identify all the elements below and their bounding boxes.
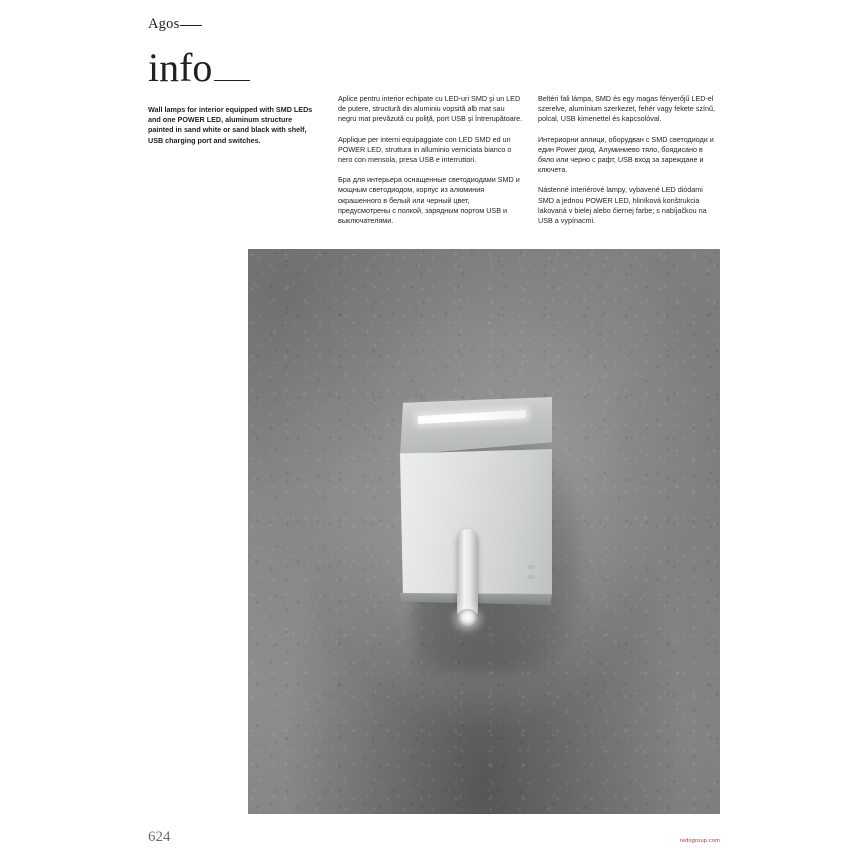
paragraph: Wall lamps for interior equipped with SMD LEDs and one POWER LED, aluminum structure painted in sand white or sand black with shelf, USB charging port and switches. — [148, 105, 313, 145]
paragraph: Aplice pentru interior echipate cu LED-uri SMD şi un LED de putere, structură din aluminiu vopsită alb mat sau negru mat prevăzută cu poliţă, port USB şi întrerupătoare. — [338, 94, 523, 124]
description-column-middle — [338, 94, 523, 226]
footer-url: redogroup.com — [679, 838, 720, 844]
product-photo — [248, 249, 720, 814]
brand-header — [148, 16, 202, 33]
page-title-text: info — [148, 45, 213, 90]
brand-name: Agos — [148, 16, 180, 32]
description-column-right — [538, 94, 718, 226]
switch-lower — [528, 575, 535, 579]
page-title — [148, 45, 250, 90]
power-led-lens — [457, 609, 478, 627]
paragraph: Интериорни аплици, оборудван с SMD светодиоди и един Power диод. Алуминиево тяло, боядисано в бяло или черно с рафт, USB вход за зареждане и ключета. — [538, 134, 714, 175]
brand-rule — [180, 25, 202, 26]
reading-light-tube — [457, 529, 478, 621]
paragraph: Beltéri fali lámpa, SMD és egy magas fényerőjű LED-el szerelve, alumínium szerkezet, fehér vagy fekete színű, polcal, USB kimenettel és kapcsolóval. — [538, 94, 715, 124]
switch-upper — [528, 565, 535, 569]
paragraph: Бра для интерьера оснащенные светодиодами SMD и мощным светодиодом, корпус из алюминия окрашенного в белый или черный цвет, предусмотрены с полкой, зарядным портом USB и выключателями. — [338, 175, 520, 226]
wall-lamp-product — [400, 397, 570, 672]
paragraph: Applique per interni equipaggiate con LED SMD ed un POWER LED, struttura in alluminio verniciata bianco o nero con mensola, presa USB e interruttori. — [338, 134, 512, 165]
page-number: 624 — [148, 829, 171, 845]
paragraph: Nástenné interiérové lampy, vybavené LED diódami SMD a jednou POWER LED, hliníková konštrukcia lakovaná v bielej alebo čiernej farbe; s nabíjačkou na USB a vypínacmi. — [538, 185, 707, 226]
description-column-english — [148, 105, 318, 146]
title-underline — [214, 80, 250, 81]
